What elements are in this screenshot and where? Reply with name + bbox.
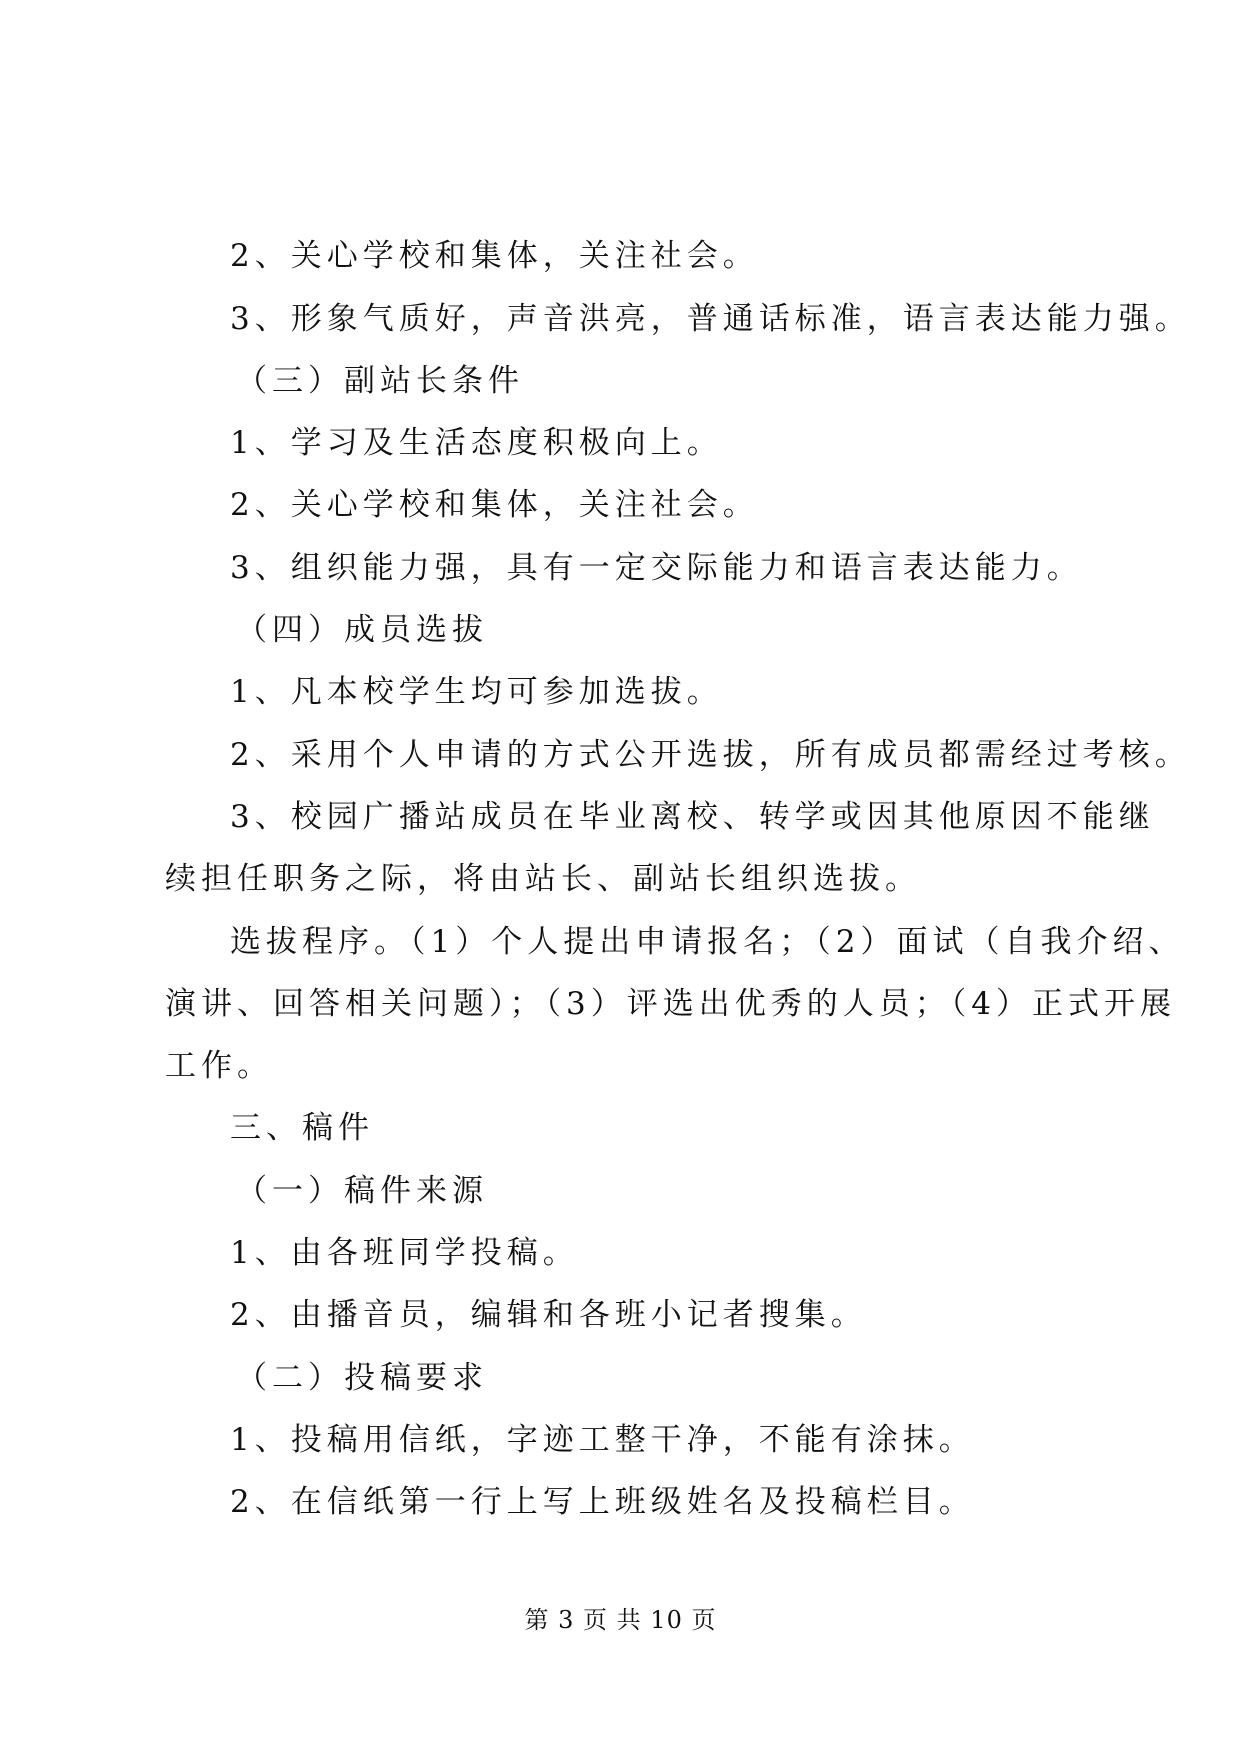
body-line: 3、形象气质好，声音洪亮，普通话标准，语言表达能力强。 (230, 301, 1191, 337)
body-line: 1、学习及生活态度积极向上。 (230, 425, 723, 461)
body-line: 演讲、回答相关问题）；（3）评选出优秀的人员；（4）正式开展 (165, 986, 1176, 1022)
body-line: 工作。 (165, 1048, 273, 1084)
section-heading: （三）副站长条件 (236, 363, 524, 399)
section-heading: （四）成员选拔 (236, 612, 488, 648)
section-heading: （一）稿件来源 (236, 1173, 488, 1209)
body-line: 2、在信纸第一行上写上班级姓名及投稿栏目。 (230, 1484, 975, 1520)
body-line: 3、组织能力强，具有一定交际能力和语言表达能力。 (230, 550, 1083, 586)
section-heading: （二）投稿要求 (236, 1360, 488, 1396)
body-line: 1、由各班同学投稿。 (230, 1235, 579, 1271)
body-line: 2、由播音员，编辑和各班小记者搜集。 (230, 1297, 867, 1333)
body-line: 选拔程序。（1）个人提出申请报名；（2）面试（自我介绍、 (230, 924, 1185, 960)
body-line: 2、关心学校和集体，关注社会。 (230, 487, 759, 523)
body-line: 续担任职务之际，将由站长、副站长组织选拔。 (165, 861, 921, 897)
body-line: 2、采用个人申请的方式公开选拔，所有成员都需经过考核。 (230, 737, 1191, 773)
body-line: 1、投稿用信纸，字迹工整干净，不能有涂抹。 (230, 1422, 975, 1458)
section-heading: 三、稿件 (230, 1110, 374, 1146)
body-line: 2、关心学校和集体，关注社会。 (230, 238, 759, 274)
page-footer: 第 3 页 共 10 页 (524, 1606, 717, 1634)
body-line: 1、凡本校学生均可参加选拔。 (230, 674, 723, 710)
body-line: 3、校园广播站成员在毕业离校、转学或因其他原因不能继 (230, 799, 1155, 835)
